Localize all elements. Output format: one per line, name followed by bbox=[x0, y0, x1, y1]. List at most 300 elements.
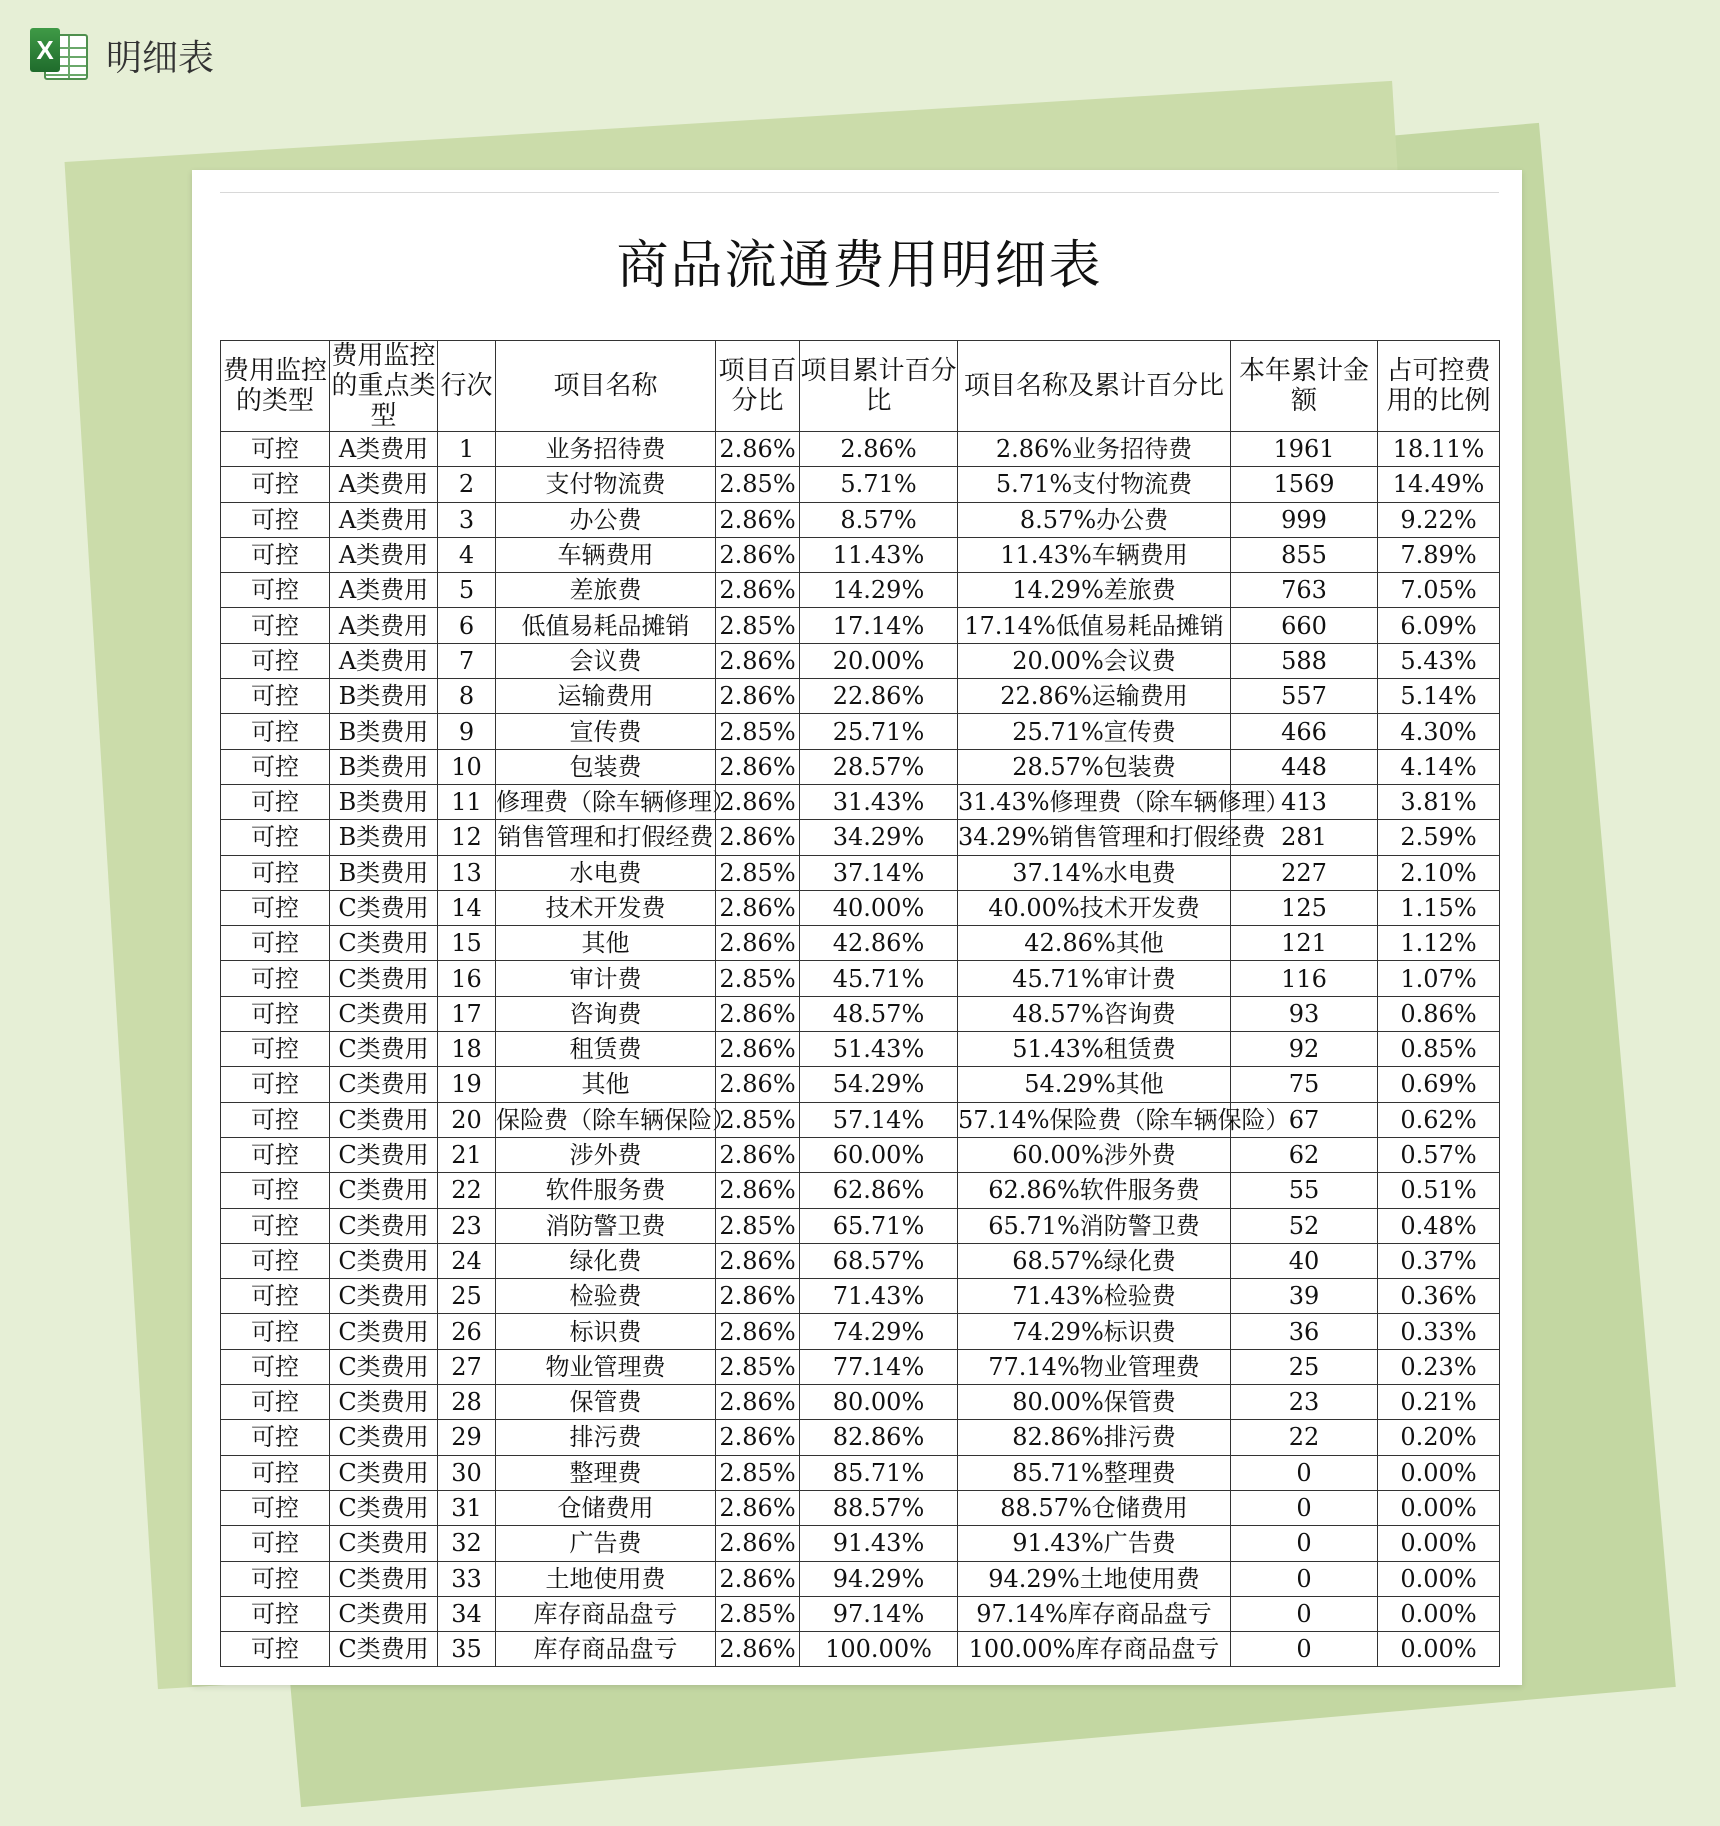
col-cum-pct-cell[interactable]: 65.71% bbox=[800, 1208, 958, 1243]
col-item-name-cell[interactable]: 库存商品盘亏 bbox=[496, 1632, 716, 1667]
col-monitor-type-cell[interactable]: 可控 bbox=[221, 1490, 330, 1525]
col-cum-pct-cell[interactable]: 60.00% bbox=[800, 1137, 958, 1172]
col-key-type-cell[interactable]: A类费用 bbox=[330, 502, 438, 537]
col-annual-amount-cell[interactable]: 25 bbox=[1231, 1349, 1378, 1384]
col-cum-pct-cell[interactable]: 62.86% bbox=[800, 1173, 958, 1208]
col-monitor-type-cell[interactable]: 可控 bbox=[221, 432, 330, 467]
col-row-no-header[interactable]: 行次 bbox=[438, 341, 496, 432]
col-key-type-cell[interactable]: C类费用 bbox=[330, 1279, 438, 1314]
col-row-no-cell[interactable]: 34 bbox=[438, 1596, 496, 1631]
col-monitor-type-cell[interactable]: 可控 bbox=[221, 608, 330, 643]
col-cum-pct-cell[interactable]: 82.86% bbox=[800, 1420, 958, 1455]
col-annual-amount-cell[interactable]: 763 bbox=[1231, 573, 1378, 608]
col-ctrl-ratio-cell[interactable]: 0.33% bbox=[1378, 1314, 1500, 1349]
col-item-name-cell[interactable]: 软件服务费 bbox=[496, 1173, 716, 1208]
col-annual-amount-cell[interactable]: 466 bbox=[1231, 714, 1378, 749]
col-annual-amount-cell[interactable]: 999 bbox=[1231, 502, 1378, 537]
col-item-name-cell[interactable]: 检验费 bbox=[496, 1279, 716, 1314]
col-ctrl-ratio-cell[interactable]: 5.14% bbox=[1378, 679, 1500, 714]
col-monitor-type-cell[interactable]: 可控 bbox=[221, 749, 330, 784]
col-item-pct-cell[interactable]: 2.85% bbox=[716, 608, 800, 643]
col-row-no-cell[interactable]: 6 bbox=[438, 608, 496, 643]
col-item-pct-cell[interactable]: 2.86% bbox=[716, 926, 800, 961]
col-item-name-cell[interactable]: 技术开发费 bbox=[496, 890, 716, 925]
col-item-pct-cell[interactable]: 2.86% bbox=[716, 1243, 800, 1278]
col-row-no-cell[interactable]: 30 bbox=[438, 1455, 496, 1490]
col-name-cum-pct-cell[interactable]: 34.29%销售管理和打假经费 bbox=[958, 820, 1231, 855]
col-item-pct-cell[interactable]: 2.86% bbox=[716, 432, 800, 467]
col-cum-pct-cell[interactable]: 45.71% bbox=[800, 961, 958, 996]
col-item-pct-cell[interactable]: 2.86% bbox=[716, 1314, 800, 1349]
col-row-no-cell[interactable]: 3 bbox=[438, 502, 496, 537]
col-annual-amount-cell[interactable]: 660 bbox=[1231, 608, 1378, 643]
col-cum-pct-cell[interactable]: 54.29% bbox=[800, 1067, 958, 1102]
col-key-type-cell[interactable]: C类费用 bbox=[330, 1243, 438, 1278]
col-ctrl-ratio-cell[interactable]: 0.36% bbox=[1378, 1279, 1500, 1314]
col-monitor-type-cell[interactable]: 可控 bbox=[221, 1137, 330, 1172]
col-item-pct-cell[interactable]: 2.85% bbox=[716, 714, 800, 749]
col-cum-pct-cell[interactable]: 25.71% bbox=[800, 714, 958, 749]
col-ctrl-ratio-cell[interactable]: 14.49% bbox=[1378, 467, 1500, 502]
col-name-cum-pct-cell[interactable]: 48.57%咨询费 bbox=[958, 996, 1231, 1031]
col-ctrl-ratio-cell[interactable]: 0.21% bbox=[1378, 1385, 1500, 1420]
col-ctrl-ratio-header[interactable]: 占可控费用的比例 bbox=[1378, 341, 1500, 432]
col-monitor-type-cell[interactable]: 可控 bbox=[221, 1526, 330, 1561]
col-item-name-cell[interactable]: 涉外费 bbox=[496, 1137, 716, 1172]
col-annual-amount-cell[interactable]: 116 bbox=[1231, 961, 1378, 996]
col-name-cum-pct-cell[interactable]: 88.57%仓储费用 bbox=[958, 1490, 1231, 1525]
col-annual-amount-cell[interactable]: 1961 bbox=[1231, 432, 1378, 467]
col-cum-pct-cell[interactable]: 85.71% bbox=[800, 1455, 958, 1490]
col-annual-amount-cell[interactable]: 62 bbox=[1231, 1137, 1378, 1172]
col-row-no-cell[interactable]: 32 bbox=[438, 1526, 496, 1561]
col-row-no-cell[interactable]: 12 bbox=[438, 820, 496, 855]
col-key-type-cell[interactable]: A类费用 bbox=[330, 467, 438, 502]
col-key-type-cell[interactable]: B类费用 bbox=[330, 784, 438, 819]
col-item-name-cell[interactable]: 水电费 bbox=[496, 855, 716, 890]
col-row-no-cell[interactable]: 28 bbox=[438, 1385, 496, 1420]
col-annual-amount-cell[interactable]: 75 bbox=[1231, 1067, 1378, 1102]
col-key-type-cell[interactable]: A类费用 bbox=[330, 573, 438, 608]
col-name-cum-pct-cell[interactable]: 2.86%业务招待费 bbox=[958, 432, 1231, 467]
col-name-cum-pct-cell[interactable]: 77.14%物业管理费 bbox=[958, 1349, 1231, 1384]
col-cum-pct-cell[interactable]: 17.14% bbox=[800, 608, 958, 643]
col-item-pct-cell[interactable]: 2.86% bbox=[716, 1385, 800, 1420]
col-name-cum-pct-cell[interactable]: 45.71%审计费 bbox=[958, 961, 1231, 996]
col-annual-amount-cell[interactable]: 23 bbox=[1231, 1385, 1378, 1420]
col-row-no-cell[interactable]: 4 bbox=[438, 537, 496, 572]
col-item-pct-cell[interactable]: 2.86% bbox=[716, 679, 800, 714]
col-monitor-type-header[interactable]: 费用监控的类型 bbox=[221, 341, 330, 432]
col-ctrl-ratio-cell[interactable]: 0.62% bbox=[1378, 1102, 1500, 1137]
col-monitor-type-cell[interactable]: 可控 bbox=[221, 1455, 330, 1490]
col-cum-pct-cell[interactable]: 31.43% bbox=[800, 784, 958, 819]
col-key-type-cell[interactable]: A类费用 bbox=[330, 643, 438, 678]
col-key-type-cell[interactable]: C类费用 bbox=[330, 996, 438, 1031]
col-monitor-type-cell[interactable]: 可控 bbox=[221, 1032, 330, 1067]
col-name-cum-pct-cell[interactable]: 62.86%软件服务费 bbox=[958, 1173, 1231, 1208]
col-annual-amount-cell[interactable]: 0 bbox=[1231, 1490, 1378, 1525]
col-key-type-cell[interactable]: C类费用 bbox=[330, 1455, 438, 1490]
col-annual-amount-cell[interactable]: 36 bbox=[1231, 1314, 1378, 1349]
col-monitor-type-cell[interactable]: 可控 bbox=[221, 1102, 330, 1137]
col-item-name-cell[interactable]: 保管费 bbox=[496, 1385, 716, 1420]
col-row-no-cell[interactable]: 18 bbox=[438, 1032, 496, 1067]
col-key-type-cell[interactable]: C类费用 bbox=[330, 1385, 438, 1420]
col-monitor-type-cell[interactable]: 可控 bbox=[221, 890, 330, 925]
col-monitor-type-cell[interactable]: 可控 bbox=[221, 679, 330, 714]
col-ctrl-ratio-cell[interactable]: 0.85% bbox=[1378, 1032, 1500, 1067]
col-item-name-cell[interactable]: 支付物流费 bbox=[496, 467, 716, 502]
col-item-pct-header[interactable]: 项目百分比 bbox=[716, 341, 800, 432]
col-item-name-cell[interactable]: 运输费用 bbox=[496, 679, 716, 714]
col-annual-amount-cell[interactable]: 0 bbox=[1231, 1561, 1378, 1596]
col-row-no-cell[interactable]: 31 bbox=[438, 1490, 496, 1525]
col-key-type-cell[interactable]: C类费用 bbox=[330, 1596, 438, 1631]
col-annual-amount-cell[interactable]: 22 bbox=[1231, 1420, 1378, 1455]
col-ctrl-ratio-cell[interactable]: 3.81% bbox=[1378, 784, 1500, 819]
col-name-cum-pct-cell[interactable]: 17.14%低值易耗品摊销 bbox=[958, 608, 1231, 643]
col-monitor-type-cell[interactable]: 可控 bbox=[221, 784, 330, 819]
col-cum-pct-cell[interactable]: 5.71% bbox=[800, 467, 958, 502]
col-annual-amount-cell[interactable]: 588 bbox=[1231, 643, 1378, 678]
col-annual-amount-cell[interactable]: 227 bbox=[1231, 855, 1378, 890]
col-name-cum-pct-cell[interactable]: 100.00%库存商品盘亏 bbox=[958, 1632, 1231, 1667]
col-name-cum-pct-cell[interactable]: 28.57%包装费 bbox=[958, 749, 1231, 784]
col-cum-pct-cell[interactable]: 8.57% bbox=[800, 502, 958, 537]
col-ctrl-ratio-cell[interactable]: 0.69% bbox=[1378, 1067, 1500, 1102]
col-row-no-cell[interactable]: 14 bbox=[438, 890, 496, 925]
col-name-cum-pct-cell[interactable]: 74.29%标识费 bbox=[958, 1314, 1231, 1349]
col-ctrl-ratio-cell[interactable]: 0.20% bbox=[1378, 1420, 1500, 1455]
col-row-no-cell[interactable]: 9 bbox=[438, 714, 496, 749]
col-item-pct-cell[interactable]: 2.85% bbox=[716, 1102, 800, 1137]
col-item-pct-cell[interactable]: 2.86% bbox=[716, 784, 800, 819]
col-item-pct-cell[interactable]: 2.86% bbox=[716, 502, 800, 537]
col-item-name-cell[interactable]: 排污费 bbox=[496, 1420, 716, 1455]
col-row-no-cell[interactable]: 22 bbox=[438, 1173, 496, 1208]
col-key-type-cell[interactable]: C类费用 bbox=[330, 1420, 438, 1455]
col-item-name-cell[interactable]: 标识费 bbox=[496, 1314, 716, 1349]
col-monitor-type-cell[interactable]: 可控 bbox=[221, 820, 330, 855]
col-monitor-type-cell[interactable]: 可控 bbox=[221, 1596, 330, 1631]
col-item-name-cell[interactable]: 其他 bbox=[496, 1067, 716, 1102]
col-item-name-cell[interactable]: 绿化费 bbox=[496, 1243, 716, 1278]
col-item-name-cell[interactable]: 车辆费用 bbox=[496, 537, 716, 572]
col-key-type-cell[interactable]: A类费用 bbox=[330, 432, 438, 467]
col-name-cum-pct-cell[interactable]: 97.14%库存商品盘亏 bbox=[958, 1596, 1231, 1631]
col-monitor-type-cell[interactable]: 可控 bbox=[221, 1208, 330, 1243]
col-item-name-cell[interactable]: 仓储费用 bbox=[496, 1490, 716, 1525]
col-item-name-header[interactable]: 项目名称 bbox=[496, 341, 716, 432]
col-item-pct-cell[interactable]: 2.86% bbox=[716, 1279, 800, 1314]
col-monitor-type-cell[interactable]: 可控 bbox=[221, 1173, 330, 1208]
col-item-pct-cell[interactable]: 2.86% bbox=[716, 643, 800, 678]
col-key-type-cell[interactable]: B类费用 bbox=[330, 714, 438, 749]
col-name-cum-pct-cell[interactable]: 57.14%保险费（除车辆保险） bbox=[958, 1102, 1231, 1137]
col-annual-amount-header[interactable]: 本年累计金额 bbox=[1231, 341, 1378, 432]
col-name-cum-pct-cell[interactable]: 60.00%涉外费 bbox=[958, 1137, 1231, 1172]
col-row-no-cell[interactable]: 29 bbox=[438, 1420, 496, 1455]
col-annual-amount-cell[interactable]: 39 bbox=[1231, 1279, 1378, 1314]
col-name-cum-pct-cell[interactable]: 85.71%整理费 bbox=[958, 1455, 1231, 1490]
col-row-no-cell[interactable]: 26 bbox=[438, 1314, 496, 1349]
col-key-type-cell[interactable]: C类费用 bbox=[330, 961, 438, 996]
col-cum-pct-cell[interactable]: 74.29% bbox=[800, 1314, 958, 1349]
col-monitor-type-cell[interactable]: 可控 bbox=[221, 926, 330, 961]
col-cum-pct-cell[interactable]: 40.00% bbox=[800, 890, 958, 925]
col-name-cum-pct-cell[interactable]: 91.43%广告费 bbox=[958, 1526, 1231, 1561]
col-name-cum-pct-cell[interactable]: 11.43%车辆费用 bbox=[958, 537, 1231, 572]
col-row-no-cell[interactable]: 10 bbox=[438, 749, 496, 784]
col-item-pct-cell[interactable]: 2.86% bbox=[716, 537, 800, 572]
col-item-name-cell[interactable]: 宣传费 bbox=[496, 714, 716, 749]
col-name-cum-pct-cell[interactable]: 54.29%其他 bbox=[958, 1067, 1231, 1102]
col-key-type-cell[interactable]: C类费用 bbox=[330, 1032, 438, 1067]
col-row-no-cell[interactable]: 27 bbox=[438, 1349, 496, 1384]
col-key-type-cell[interactable]: C类费用 bbox=[330, 1102, 438, 1137]
col-key-type-cell[interactable]: C类费用 bbox=[330, 1526, 438, 1561]
col-item-pct-cell[interactable]: 2.86% bbox=[716, 820, 800, 855]
col-name-cum-pct-cell[interactable]: 42.86%其他 bbox=[958, 926, 1231, 961]
col-row-no-cell[interactable]: 21 bbox=[438, 1137, 496, 1172]
col-ctrl-ratio-cell[interactable]: 0.00% bbox=[1378, 1526, 1500, 1561]
col-key-type-cell[interactable]: C类费用 bbox=[330, 1173, 438, 1208]
col-annual-amount-cell[interactable]: 1569 bbox=[1231, 467, 1378, 502]
col-name-cum-pct-cell[interactable]: 68.57%绿化费 bbox=[958, 1243, 1231, 1278]
col-monitor-type-cell[interactable]: 可控 bbox=[221, 467, 330, 502]
col-item-pct-cell[interactable]: 2.86% bbox=[716, 1032, 800, 1067]
col-item-pct-cell[interactable]: 2.86% bbox=[716, 1490, 800, 1525]
col-monitor-type-cell[interactable]: 可控 bbox=[221, 643, 330, 678]
col-item-pct-cell[interactable]: 2.86% bbox=[716, 1137, 800, 1172]
col-row-no-cell[interactable]: 20 bbox=[438, 1102, 496, 1137]
col-row-no-cell[interactable]: 15 bbox=[438, 926, 496, 961]
col-item-pct-cell[interactable]: 2.86% bbox=[716, 749, 800, 784]
col-cum-pct-cell[interactable]: 68.57% bbox=[800, 1243, 958, 1278]
col-monitor-type-cell[interactable]: 可控 bbox=[221, 1561, 330, 1596]
col-ctrl-ratio-cell[interactable]: 0.00% bbox=[1378, 1490, 1500, 1525]
col-name-cum-pct-cell[interactable]: 65.71%消防警卫费 bbox=[958, 1208, 1231, 1243]
col-key-type-cell[interactable]: B类费用 bbox=[330, 820, 438, 855]
col-ctrl-ratio-cell[interactable]: 0.00% bbox=[1378, 1596, 1500, 1631]
col-cum-pct-cell[interactable]: 94.29% bbox=[800, 1561, 958, 1596]
col-cum-pct-cell[interactable]: 97.14% bbox=[800, 1596, 958, 1631]
col-item-name-cell[interactable]: 其他 bbox=[496, 926, 716, 961]
col-row-no-cell[interactable]: 5 bbox=[438, 573, 496, 608]
col-annual-amount-cell[interactable]: 0 bbox=[1231, 1632, 1378, 1667]
col-name-cum-pct-cell[interactable]: 40.00%技术开发费 bbox=[958, 890, 1231, 925]
col-key-type-cell[interactable]: C类费用 bbox=[330, 1208, 438, 1243]
col-row-no-cell[interactable]: 25 bbox=[438, 1279, 496, 1314]
col-item-name-cell[interactable]: 物业管理费 bbox=[496, 1349, 716, 1384]
col-ctrl-ratio-cell[interactable]: 1.15% bbox=[1378, 890, 1500, 925]
col-cum-pct-cell[interactable]: 57.14% bbox=[800, 1102, 958, 1137]
col-cum-pct-cell[interactable]: 80.00% bbox=[800, 1385, 958, 1420]
col-ctrl-ratio-cell[interactable]: 0.00% bbox=[1378, 1455, 1500, 1490]
col-row-no-cell[interactable]: 23 bbox=[438, 1208, 496, 1243]
col-ctrl-ratio-cell[interactable]: 6.09% bbox=[1378, 608, 1500, 643]
col-annual-amount-cell[interactable]: 281 bbox=[1231, 820, 1378, 855]
col-annual-amount-cell[interactable]: 0 bbox=[1231, 1526, 1378, 1561]
col-name-cum-pct-cell[interactable]: 51.43%租赁费 bbox=[958, 1032, 1231, 1067]
col-item-pct-cell[interactable]: 2.86% bbox=[716, 1526, 800, 1561]
col-ctrl-ratio-cell[interactable]: 7.05% bbox=[1378, 573, 1500, 608]
col-monitor-type-cell[interactable]: 可控 bbox=[221, 1420, 330, 1455]
col-row-no-cell[interactable]: 11 bbox=[438, 784, 496, 819]
col-ctrl-ratio-cell[interactable]: 0.00% bbox=[1378, 1632, 1500, 1667]
col-cum-pct-cell[interactable]: 71.43% bbox=[800, 1279, 958, 1314]
col-key-type-cell[interactable]: C类费用 bbox=[330, 1314, 438, 1349]
col-item-name-cell[interactable]: 消防警卫费 bbox=[496, 1208, 716, 1243]
col-key-type-cell[interactable]: A类费用 bbox=[330, 608, 438, 643]
col-item-pct-cell[interactable]: 2.85% bbox=[716, 1208, 800, 1243]
col-ctrl-ratio-cell[interactable]: 2.59% bbox=[1378, 820, 1500, 855]
col-key-type-cell[interactable]: C类费用 bbox=[330, 926, 438, 961]
col-cum-pct-header[interactable]: 项目累计百分比 bbox=[800, 341, 958, 432]
col-item-name-cell[interactable]: 租赁费 bbox=[496, 1032, 716, 1067]
col-ctrl-ratio-cell[interactable]: 0.23% bbox=[1378, 1349, 1500, 1384]
col-key-type-cell[interactable]: C类费用 bbox=[330, 1349, 438, 1384]
col-row-no-cell[interactable]: 33 bbox=[438, 1561, 496, 1596]
col-item-pct-cell[interactable]: 2.86% bbox=[716, 996, 800, 1031]
col-item-name-cell[interactable]: 低值易耗品摊销 bbox=[496, 608, 716, 643]
col-name-cum-pct-cell[interactable]: 94.29%土地使用费 bbox=[958, 1561, 1231, 1596]
col-ctrl-ratio-cell[interactable]: 7.89% bbox=[1378, 537, 1500, 572]
col-cum-pct-cell[interactable]: 48.57% bbox=[800, 996, 958, 1031]
col-row-no-cell[interactable]: 17 bbox=[438, 996, 496, 1031]
col-row-no-cell[interactable]: 2 bbox=[438, 467, 496, 502]
col-row-no-cell[interactable]: 1 bbox=[438, 432, 496, 467]
col-cum-pct-cell[interactable]: 22.86% bbox=[800, 679, 958, 714]
col-item-pct-cell[interactable]: 2.86% bbox=[716, 1561, 800, 1596]
col-name-cum-pct-cell[interactable]: 71.43%检验费 bbox=[958, 1279, 1231, 1314]
col-monitor-type-cell[interactable]: 可控 bbox=[221, 714, 330, 749]
col-name-cum-pct-cell[interactable]: 20.00%会议费 bbox=[958, 643, 1231, 678]
col-annual-amount-cell[interactable]: 40 bbox=[1231, 1243, 1378, 1278]
col-item-pct-cell[interactable]: 2.85% bbox=[716, 1455, 800, 1490]
col-ctrl-ratio-cell[interactable]: 0.86% bbox=[1378, 996, 1500, 1031]
col-name-cum-pct-cell[interactable]: 25.71%宣传费 bbox=[958, 714, 1231, 749]
col-ctrl-ratio-cell[interactable]: 0.37% bbox=[1378, 1243, 1500, 1278]
col-item-name-cell[interactable]: 包装费 bbox=[496, 749, 716, 784]
col-item-pct-cell[interactable]: 2.85% bbox=[716, 1596, 800, 1631]
col-monitor-type-cell[interactable]: 可控 bbox=[221, 537, 330, 572]
col-key-type-cell[interactable]: B类费用 bbox=[330, 749, 438, 784]
col-annual-amount-cell[interactable]: 855 bbox=[1231, 537, 1378, 572]
col-item-name-cell[interactable]: 修理费（除车辆修理） bbox=[496, 784, 716, 819]
col-name-cum-pct-cell[interactable]: 37.14%水电费 bbox=[958, 855, 1231, 890]
col-annual-amount-cell[interactable]: 0 bbox=[1231, 1455, 1378, 1490]
col-monitor-type-cell[interactable]: 可控 bbox=[221, 996, 330, 1031]
col-monitor-type-cell[interactable]: 可控 bbox=[221, 1243, 330, 1278]
col-key-type-cell[interactable]: C类费用 bbox=[330, 1490, 438, 1525]
col-item-pct-cell[interactable]: 2.85% bbox=[716, 467, 800, 502]
col-item-name-cell[interactable]: 业务招待费 bbox=[496, 432, 716, 467]
col-annual-amount-cell[interactable]: 413 bbox=[1231, 784, 1378, 819]
col-ctrl-ratio-cell[interactable]: 0.00% bbox=[1378, 1561, 1500, 1596]
col-annual-amount-cell[interactable]: 52 bbox=[1231, 1208, 1378, 1243]
col-item-name-cell[interactable]: 保险费（除车辆保险） bbox=[496, 1102, 716, 1137]
col-ctrl-ratio-cell[interactable]: 1.07% bbox=[1378, 961, 1500, 996]
col-annual-amount-cell[interactable]: 93 bbox=[1231, 996, 1378, 1031]
col-monitor-type-cell[interactable]: 可控 bbox=[221, 1067, 330, 1102]
col-key-type-cell[interactable]: C类费用 bbox=[330, 1137, 438, 1172]
col-name-cum-pct-cell[interactable]: 8.57%办公费 bbox=[958, 502, 1231, 537]
col-cum-pct-cell[interactable]: 11.43% bbox=[800, 537, 958, 572]
col-item-name-cell[interactable]: 办公费 bbox=[496, 502, 716, 537]
col-name-cum-pct-cell[interactable]: 80.00%保管费 bbox=[958, 1385, 1231, 1420]
col-name-cum-pct-cell[interactable]: 31.43%修理费（除车辆修理） bbox=[958, 784, 1231, 819]
col-row-no-cell[interactable]: 24 bbox=[438, 1243, 496, 1278]
col-cum-pct-cell[interactable]: 34.29% bbox=[800, 820, 958, 855]
col-ctrl-ratio-cell[interactable]: 4.14% bbox=[1378, 749, 1500, 784]
col-row-no-cell[interactable]: 7 bbox=[438, 643, 496, 678]
col-item-name-cell[interactable]: 咨询费 bbox=[496, 996, 716, 1031]
col-monitor-type-cell[interactable]: 可控 bbox=[221, 1385, 330, 1420]
col-item-name-cell[interactable]: 销售管理和打假经费 bbox=[496, 820, 716, 855]
col-annual-amount-cell[interactable]: 125 bbox=[1231, 890, 1378, 925]
col-monitor-type-cell[interactable]: 可控 bbox=[221, 1349, 330, 1384]
col-cum-pct-cell[interactable]: 100.00% bbox=[800, 1632, 958, 1667]
col-item-pct-cell[interactable]: 2.86% bbox=[716, 1632, 800, 1667]
col-ctrl-ratio-cell[interactable]: 18.11% bbox=[1378, 432, 1500, 467]
col-name-cum-pct-cell[interactable]: 82.86%排污费 bbox=[958, 1420, 1231, 1455]
col-item-name-cell[interactable]: 整理费 bbox=[496, 1455, 716, 1490]
col-key-type-header[interactable]: 费用监控的重点类型 bbox=[331, 341, 436, 431]
col-annual-amount-cell[interactable]: 0 bbox=[1231, 1596, 1378, 1631]
col-annual-amount-cell[interactable]: 67 bbox=[1231, 1102, 1378, 1137]
col-cum-pct-cell[interactable]: 37.14% bbox=[800, 855, 958, 890]
col-name-cum-pct-cell[interactable]: 22.86%运输费用 bbox=[958, 679, 1231, 714]
col-key-type-cell[interactable]: C类费用 bbox=[330, 1067, 438, 1102]
col-ctrl-ratio-cell[interactable]: 4.30% bbox=[1378, 714, 1500, 749]
col-item-pct-cell[interactable]: 2.85% bbox=[716, 1349, 800, 1384]
col-name-cum-pct-header[interactable]: 项目名称及累计百分比 bbox=[958, 341, 1231, 432]
col-item-name-cell[interactable]: 审计费 bbox=[496, 961, 716, 996]
col-key-type-cell[interactable]: C类费用 bbox=[330, 1561, 438, 1596]
col-key-type-cell[interactable]: A类费用 bbox=[330, 537, 438, 572]
col-item-name-cell[interactable]: 广告费 bbox=[496, 1526, 716, 1561]
col-cum-pct-cell[interactable]: 14.29% bbox=[800, 573, 958, 608]
col-annual-amount-cell[interactable]: 448 bbox=[1231, 749, 1378, 784]
col-row-no-cell[interactable]: 35 bbox=[438, 1632, 496, 1667]
col-annual-amount-cell[interactable]: 92 bbox=[1231, 1032, 1378, 1067]
col-monitor-type-cell[interactable]: 可控 bbox=[221, 1314, 330, 1349]
col-cum-pct-cell[interactable]: 91.43% bbox=[800, 1526, 958, 1561]
col-monitor-type-cell[interactable]: 可控 bbox=[221, 1279, 330, 1314]
col-item-name-cell[interactable]: 土地使用费 bbox=[496, 1561, 716, 1596]
col-key-type-cell[interactable]: C类费用 bbox=[330, 1632, 438, 1667]
col-item-pct-cell[interactable]: 2.86% bbox=[716, 573, 800, 608]
col-item-name-cell[interactable]: 库存商品盘亏 bbox=[496, 1596, 716, 1631]
col-monitor-type-cell[interactable]: 可控 bbox=[221, 573, 330, 608]
col-item-name-cell[interactable]: 会议费 bbox=[496, 643, 716, 678]
col-monitor-type-cell[interactable]: 可控 bbox=[221, 961, 330, 996]
col-item-pct-cell[interactable]: 2.86% bbox=[716, 1173, 800, 1208]
col-row-no-cell[interactable]: 16 bbox=[438, 961, 496, 996]
col-key-type-cell[interactable]: B类费用 bbox=[330, 679, 438, 714]
col-key-type-cell[interactable]: B类费用 bbox=[330, 855, 438, 890]
col-cum-pct-cell[interactable]: 20.00% bbox=[800, 643, 958, 678]
col-monitor-type-cell[interactable]: 可控 bbox=[221, 1632, 330, 1667]
col-item-pct-cell[interactable]: 2.86% bbox=[716, 1420, 800, 1455]
col-ctrl-ratio-cell[interactable]: 5.43% bbox=[1378, 643, 1500, 678]
col-item-pct-cell[interactable]: 2.85% bbox=[716, 961, 800, 996]
col-annual-amount-cell[interactable]: 55 bbox=[1231, 1173, 1378, 1208]
col-row-no-cell[interactable]: 8 bbox=[438, 679, 496, 714]
col-ctrl-ratio-cell[interactable]: 9.22% bbox=[1378, 502, 1500, 537]
